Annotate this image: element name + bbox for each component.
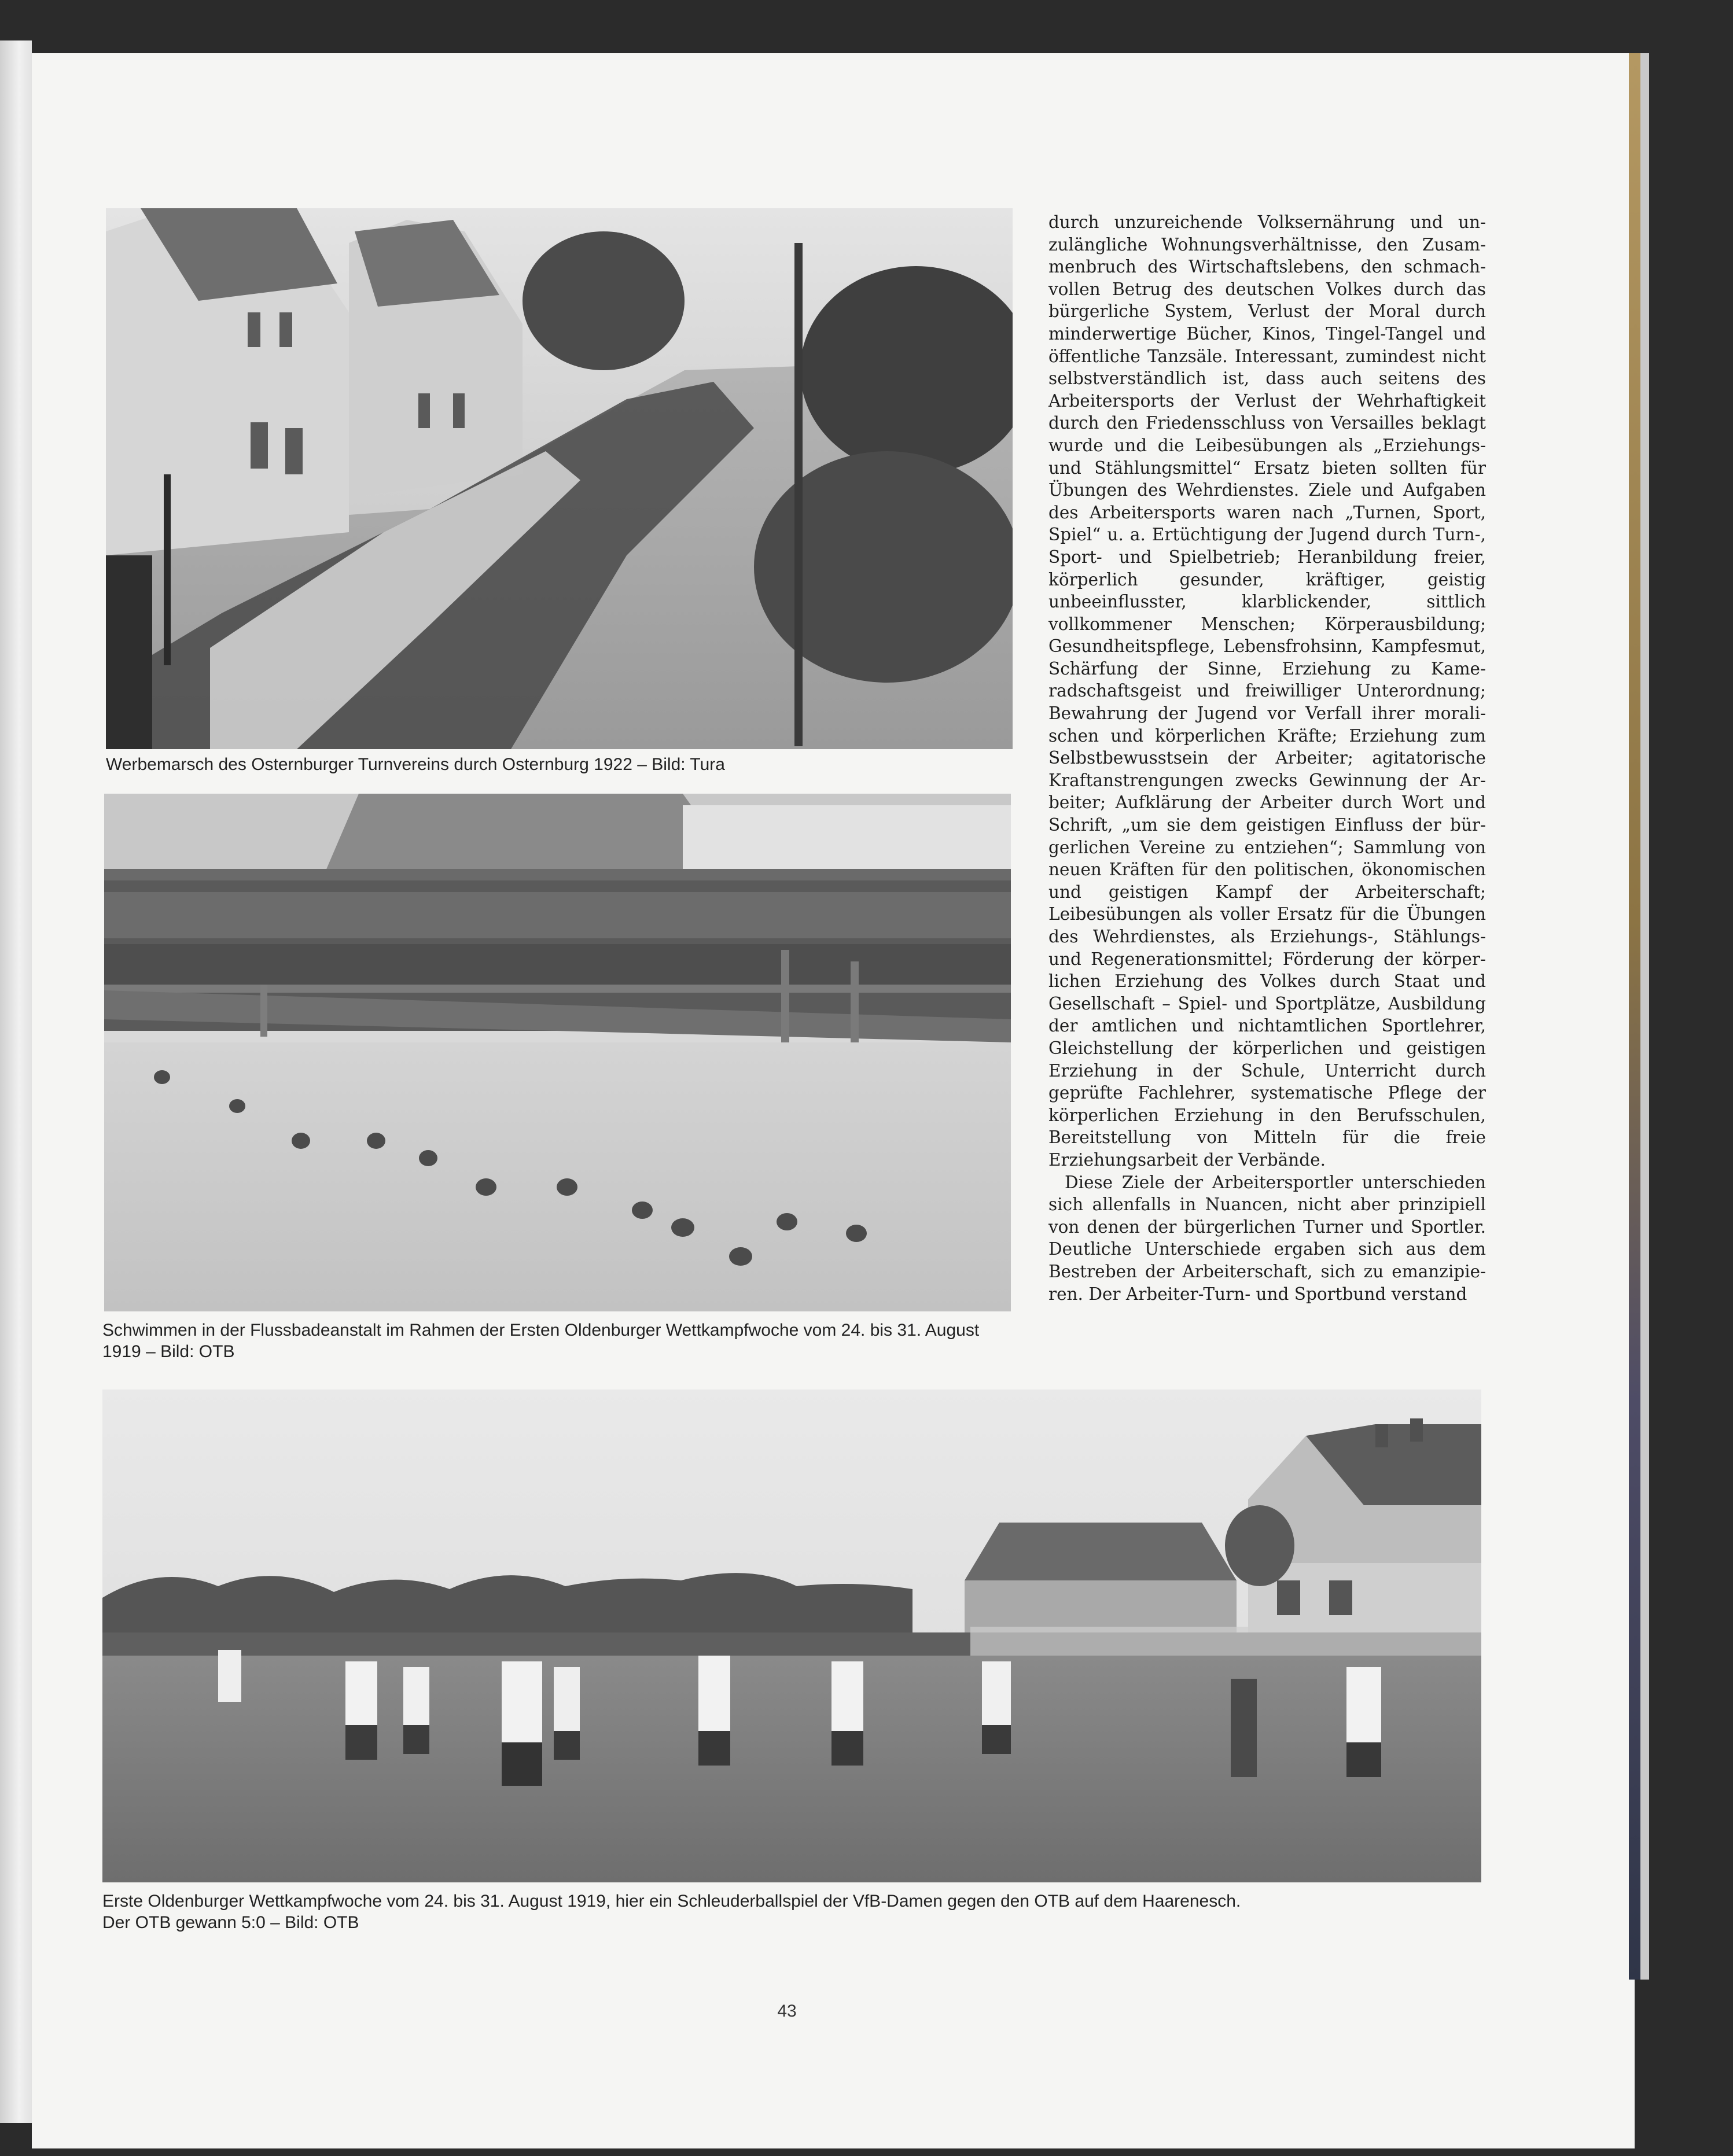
left-page-edge	[0, 40, 32, 2123]
parade-photo	[106, 208, 1013, 749]
field-caption-line-1: Erste Oldenburger Wettkampfwoche vom 24. bis 31. August 1919, hier ein Schleuderballspiel der VfB-Damen gegen den OTB auf dem Haarenesch.	[102, 1892, 1241, 1911]
book-cover-side	[1640, 53, 1649, 1980]
swimming-photo	[104, 794, 1011, 1311]
field-caption	[102, 1890, 1491, 1933]
parade-caption: Werbemarsch des Osternburger Turnvereins durch Osternburg 1922 – Bild: Tura	[106, 755, 725, 774]
field-photo	[102, 1390, 1481, 1882]
swimming-caption: Schwimmen in der Flussbadeanstalt im Rahmen der Ersten Oldenburger Wettkampfwoche vom 24. bis 31. August 1919 – Bild: OTB	[102, 1321, 980, 1361]
field-caption-line-2: Der OTB gewann 5:0 – Bild: OTB	[102, 1913, 359, 1932]
article-body	[1048, 211, 1486, 1305]
body-paragraph-1: durch unzureichende Volksernährung und unzulängliche Wohnungsverhältnisse, den Zusammenbruch des Wirtschaftslebens, den schmachvollen Betrug des deutschen Volkes durch das bürgerliche System, Verlust der Moral durch minderwertige Bücher, Kinos, Tingel-Tangel und öffentliche Tanzsäle. Interessant, zumindest nicht selbstverständlich ist, dass auch seitens des Arbeitersports der Verlust der Wehrhaftigkeit durch den Friedensschluss von Versailles beklagt wurde und die Leibesübungen als „Erziehungs- und Stählungsmittel“ Ersatz bieten sollten für Übungen des Wehrdienstes. Ziele und Aufgaben des Arbeitersports waren nach „Turnen, Sport, Spiel“ u. a. Ertüchtigung der Jugend durch Turn-, Sport- und Spielbetrieb; Heranbildung freier, körperlich gesunder, kräftiger, geistig unbeeinflusster, klarblickender, sittlich vollkommener Menschen; Körperausbildung; Gesundheitspflege, Lebensfrohsinn, Kampfesmut, Schärfung der Sinne, Erziehung zu Kameradschaftsgeist und freiwilliger Unterordnung; Bewahrung der Jugend vor Verfall ihrer moralischen und körperlichen Kräfte; Erziehung zum Selbstbewusstsein der Arbeiter; agitatorische Kraftanstrengungen zwecks Gewinnung der Arbeiter; Aufklärung der Arbeiter durch Wort und Schrift, „um sie dem geistigen Einfluss der bürgerlichen Vereine zu entziehen“; Sammlung von neuen Kräften für den politischen, ökonomischen und geistigen Kampf der Arbeiterschaft; Leibesübungen als voller Ersatz für die Übungen des Wehrdienstes, als Erziehungs-, Stählungs- und Regenerationsmittel; Förderung der körperlichen Erziehung des Volkes durch Staat und Gesellschaft – Spiel- und Sportplätze, Ausbildung der amtlichen und nichtamtlichen Sportlehrer, Gleichstellung der körperlichen und geistigen Erziehung in der Schule, Unterricht durch geprüfte Fachlehrer, systematische Pflege der körperlichen Erziehung in den Berufsschulen, Bereitstellung von Mitteln für die freie Erziehungsarbeit der Verbände.	[1048, 212, 1486, 1170]
book-cover-edge	[1629, 53, 1640, 1980]
body-paragraph-2: Diese Ziele der Arbeitersportler unterschieden sich allenfalls in Nuancen, nicht aber prinzipiell von denen der bürgerlichen Turner und Sportler. Deutliche Unterschiede ergaben sich aus dem Bestreben der Arbeiterschaft, sich zu emanzipieren. Der Arbeiter-Turn- und Sportbund verstand	[1048, 1172, 1486, 1304]
page-number: 43	[777, 2002, 797, 2021]
